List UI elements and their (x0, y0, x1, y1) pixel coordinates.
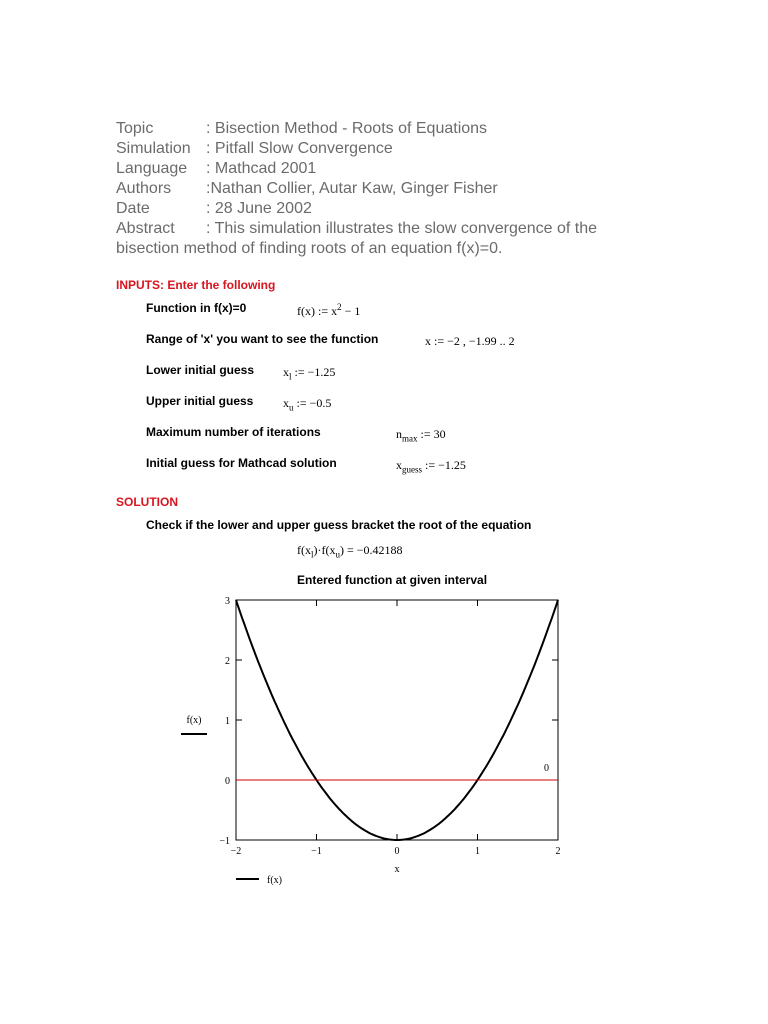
header-label: Topic (116, 120, 154, 137)
inputs-title: INPUTS: Enter the following (116, 278, 276, 292)
axis-ticks (236, 600, 558, 840)
lower-guess-expression[interactable] (283, 365, 335, 381)
header-label: Date (116, 200, 150, 217)
function-expr-tail: − 1 (341, 304, 361, 318)
x-tick-label: 0 (394, 846, 400, 857)
header-row-abstract (116, 219, 736, 239)
header-value: : Bisection Method - Roots of Equations (206, 120, 488, 137)
header-label: Authors (116, 180, 172, 197)
maxiter-var: n (396, 427, 402, 441)
header-label: Language (116, 160, 188, 177)
abstract-continuation: bisection method of finding roots of an equation f(x)=0. (116, 240, 503, 257)
check-sub-2: u (335, 549, 340, 560)
maxiter-value: := 30 (417, 427, 446, 441)
guess-value: := −1.25 (422, 458, 466, 472)
header-value: :Nathan Collier, Autar Kaw, Ginger Fisher (206, 180, 498, 197)
function-plot (170, 588, 570, 893)
header-row-language (116, 159, 736, 179)
lower-sub: l (289, 371, 292, 382)
maxiter-sub: max (402, 433, 418, 444)
plot-frame (236, 600, 558, 840)
y-tick-label: 2 (225, 656, 230, 667)
y-tick-label: 1 (225, 716, 230, 727)
axis-tick-labels (219, 596, 560, 857)
check-part-3: ) = −0.42188 (340, 543, 403, 557)
header-value: : 28 June 2002 (206, 200, 312, 217)
header-label: Simulation (116, 140, 191, 157)
header-row-date (116, 199, 736, 219)
check-sub-1: l (311, 549, 314, 560)
bracket-check-expression (297, 543, 403, 559)
function-label: Function in f(x)=0 (146, 301, 247, 315)
y-tick-label: 0 (225, 776, 230, 787)
x-tick-label: 1 (475, 846, 480, 857)
header-value: : Pitfall Slow Convergence (206, 140, 393, 157)
guess-var: x (396, 458, 402, 472)
lower-value: := −1.25 (291, 365, 336, 379)
guess-sub: guess (402, 464, 422, 475)
x-tick-label: −2 (230, 846, 242, 857)
upper-guess-expression[interactable] (283, 396, 331, 412)
x-tick-label: 2 (555, 846, 561, 857)
function-expr-base: f(x) := x (297, 304, 338, 318)
lower-guess-label: Lower initial guess (146, 363, 255, 377)
upper-sub: u (289, 402, 294, 413)
legend-label: f(x) (267, 875, 282, 886)
y-tick-label: 3 (225, 596, 230, 607)
x-tick-label: −1 (311, 846, 322, 857)
check-part-2: )·f(x (313, 543, 336, 557)
lower-var: x (283, 365, 289, 379)
y-axis-label: f(x) (186, 715, 202, 726)
bracket-check-label: Check if the lower and upper guess bracket the root of the equation (146, 518, 532, 532)
y-tick-label: −1 (219, 836, 230, 847)
header-value: : This simulation illustrates the slow convergence of the (206, 220, 598, 237)
range-expression[interactable]: x := −2 , −1.99 .. 2 (425, 334, 515, 348)
solution-title: SOLUTION (116, 495, 178, 509)
function-expr-exponent: 2 (337, 302, 342, 312)
function-expression[interactable] (297, 302, 360, 319)
x-axis-label: x (394, 864, 400, 875)
header-row-simulation (116, 139, 736, 159)
check-part-1: f(x (297, 543, 311, 557)
header-block (116, 119, 736, 259)
max-iterations-label: Maximum number of iterations (146, 425, 321, 439)
header-label: Abstract (116, 220, 175, 237)
header-row-authors (116, 179, 736, 199)
series-fx-curve (236, 600, 558, 840)
initial-guess-expression[interactable] (396, 458, 466, 474)
zero-line-annotation: 0 (544, 763, 549, 774)
header-row-topic (116, 119, 736, 139)
upper-value: := −0.5 (293, 396, 332, 410)
upper-var: x (283, 396, 289, 410)
max-iterations-expression[interactable] (396, 427, 446, 443)
header-value: : Mathcad 2001 (206, 160, 317, 177)
plot-title: Entered function at given interval (297, 573, 488, 587)
upper-guess-label: Upper initial guess (146, 394, 254, 408)
range-label: Range of 'x' you want to see the function (146, 332, 379, 346)
initial-guess-label: Initial guess for Mathcad solution (146, 456, 337, 470)
